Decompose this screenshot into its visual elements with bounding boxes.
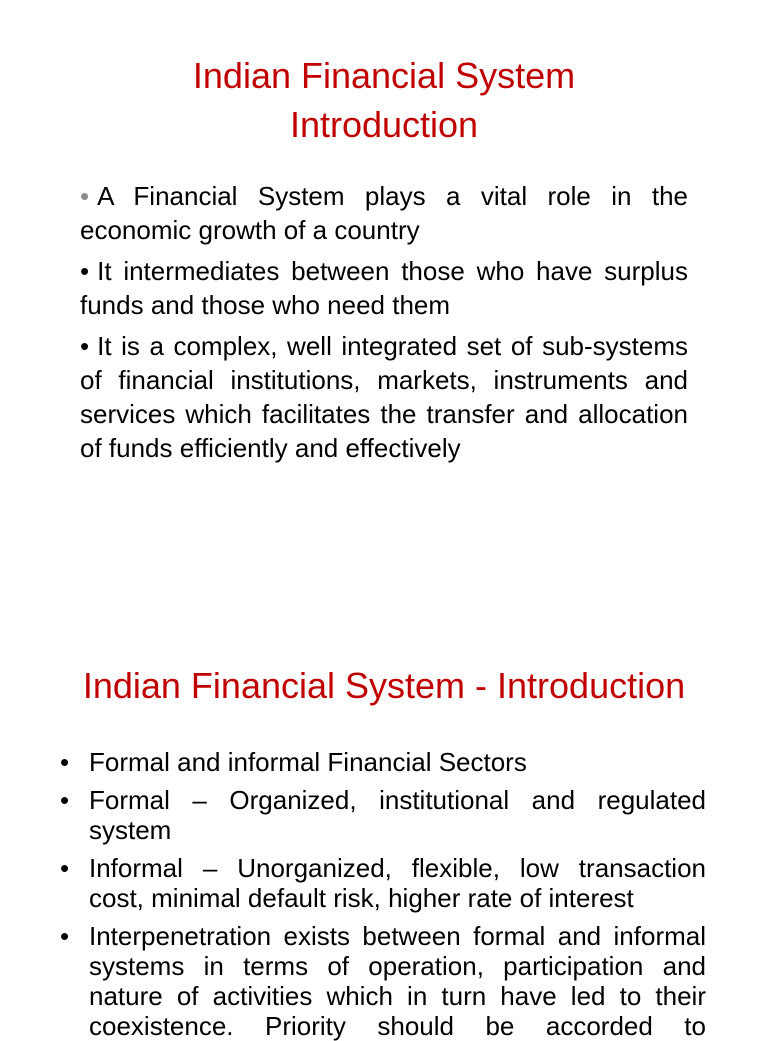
slide-2-title: Indian Financial System - Introduction bbox=[82, 665, 686, 706]
bullet-line bbox=[80, 329, 688, 363]
bullet-text: A Financial System plays a vital role in the bbox=[97, 181, 688, 211]
bullet-line: funds and those who need them bbox=[80, 290, 451, 320]
bullet-line: Informal – Unorganized, flexible, low transaction bbox=[89, 853, 706, 883]
bullet-line: services which facilitates the transfer and allocation bbox=[80, 399, 688, 429]
bullet-line: Formal – Organized, institutional and regulated bbox=[89, 785, 706, 815]
bullet-line: Interpenetration exists between formal and informal bbox=[89, 921, 706, 951]
bullet-text: It is a complex, well integrated set of sub-systems bbox=[97, 331, 688, 361]
bullet-line: Formal and informal Financial Sectors bbox=[89, 747, 527, 777]
bullet-icon bbox=[80, 254, 89, 288]
bullet-icon bbox=[80, 329, 89, 363]
bullet-icon bbox=[60, 921, 69, 951]
bullet-line bbox=[80, 179, 688, 213]
bullet-line: systems in terms of operation, participation and bbox=[89, 951, 706, 981]
bullet-line: economic growth of a country bbox=[80, 215, 420, 245]
bullet-icon bbox=[80, 179, 89, 213]
slide-1-bullet-3 bbox=[80, 329, 688, 465]
slide-2-bullet-4 bbox=[89, 921, 706, 1041]
bullet-line: coexistence. Priority should be accorded to bbox=[89, 1011, 706, 1041]
slide-2-bullet-1 bbox=[89, 747, 706, 777]
bullet-text: It intermediates between those who have surplus bbox=[97, 256, 688, 286]
slide-2-bullet-3 bbox=[89, 853, 706, 913]
slide-1-bullet-2 bbox=[80, 254, 688, 322]
slide-2-bullet-2 bbox=[89, 785, 706, 845]
bullet-line: nature of activities which in turn have led to their bbox=[89, 981, 706, 1011]
bullet-line: cost, minimal default risk, higher rate of interest bbox=[89, 883, 634, 913]
bullet-line: system bbox=[89, 815, 172, 845]
bullet-icon bbox=[60, 853, 69, 883]
bullet-line: of financial institutions, markets, instruments and bbox=[80, 365, 688, 395]
slide-1-bullet-list bbox=[80, 179, 688, 465]
slide-2-bullet-list bbox=[89, 747, 706, 1041]
bullet-icon bbox=[60, 785, 69, 815]
slide-1-bullet-1 bbox=[80, 179, 688, 247]
bullet-line: of funds efficiently and effectively bbox=[80, 433, 461, 463]
slide-1-title-line-2: Introduction bbox=[289, 104, 479, 145]
bullet-icon bbox=[60, 747, 69, 777]
slide-1-title-line-1: Indian Financial System bbox=[192, 55, 576, 96]
bullet-line bbox=[80, 254, 688, 288]
